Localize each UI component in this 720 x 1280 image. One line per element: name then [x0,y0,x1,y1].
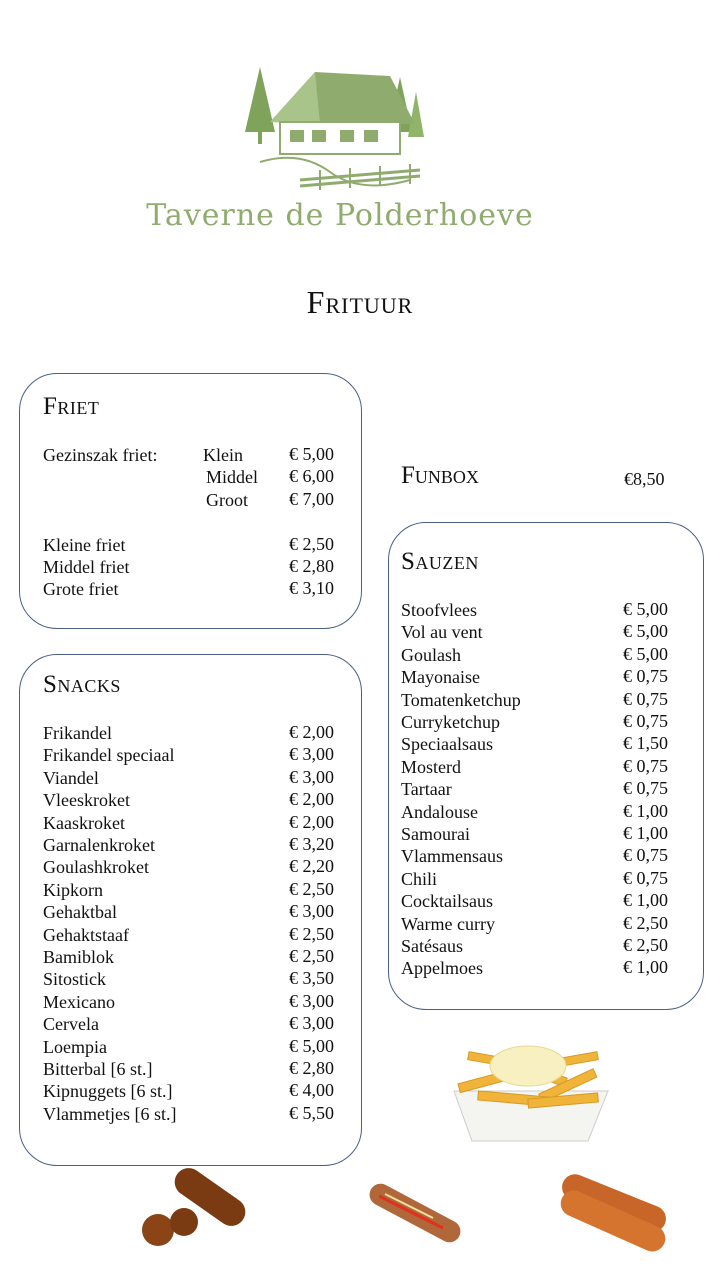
snack-item-name: Vleeskroket [43,790,130,811]
snack-item-name: Frikandel [43,723,112,743]
frikandel-image [365,1178,465,1250]
friet-item-price: € 2,50 [289,534,334,554]
kroket-image [140,1168,250,1248]
saus-item-price: € 0,75 [623,755,668,776]
snacks-title: Snacks [43,671,121,698]
friet-item-price: € 2,80 [289,556,334,577]
snack-item-name: Vlammetjes [6 st.] [43,1103,177,1124]
snack-item-name: Bamiblok [43,947,114,967]
fries-tray-image [448,1036,613,1146]
saus-item-name: Mosterd [401,756,461,777]
snack-item-name: Frikandel speciaal [43,745,175,766]
funbox-label: Funbox [401,462,479,489]
saus-item-price: € 1,00 [623,800,668,821]
snack-item-name: Cervela [43,1014,99,1035]
friet-title: Friet [43,393,100,420]
farmhouse-logo-icon [240,62,430,192]
snack-item-price: € 2,20 [289,856,334,877]
saus-item-name: Chili [401,868,438,889]
snack-item-price: € 3,20 [289,834,334,854]
saus-item-name: Stoofvlees [401,600,477,620]
snack-item-name: Gehaktstaaf [43,924,129,945]
snack-item-name: Kaaskroket [43,812,125,833]
snack-item-price: € 2,50 [289,878,334,899]
saus-item-price: € 0,75 [623,666,668,687]
snack-item-name: Gehaktbal [43,902,117,923]
saus-item-name: Tartaar [401,779,452,800]
snack-item-price: € 2,50 [289,923,334,944]
size-price: € 7,00 [289,489,334,509]
gezinszak-label: Gezinszak friet: [43,445,158,465]
saus-item-name: Samourai [401,824,470,844]
snack-item-name: Mexicano [43,991,115,1012]
saus-item-name: Vol au vent [401,622,483,643]
saus-item-name: Warme curry [401,913,495,934]
saus-item-name: Curryketchup [401,712,500,732]
friet-item-price: € 3,10 [289,578,334,599]
saus-item-price: € 1,50 [623,733,668,754]
snack-item-name: Sitostick [43,969,107,990]
snack-item-name: Kipnuggets [6 st.] [43,1081,173,1102]
size-price: € 5,00 [289,444,334,464]
snack-item-price: € 3,50 [289,968,334,989]
size-label: Groot [206,490,248,510]
saus-item-price: € 1,00 [623,890,668,911]
saus-item-price: € 0,75 [623,778,668,799]
snack-item-price: € 2,00 [289,722,334,742]
snack-item-name: Loempia [43,1036,107,1057]
snack-item-price: € 2,80 [289,1058,334,1078]
saus-item-name: Mayonaise [401,667,480,688]
snack-item-name: Goulashkroket [43,857,149,878]
saus-item-name: Speciaalsaus [401,734,493,755]
snack-item-price: € 3,00 [289,990,334,1011]
friet-item-name: Kleine friet [43,535,126,555]
snack-item-price: € 5,00 [289,1035,334,1056]
snack-item-price: € 2,50 [289,946,334,966]
size-label: Klein [203,445,243,465]
saus-item-price: € 2,50 [623,935,668,955]
saus-item-price: € 0,75 [623,711,668,731]
snack-item-price: € 5,50 [289,1102,334,1123]
snack-item-price: € 3,00 [289,1013,334,1034]
saus-item-name: Cocktailsaus [401,891,493,912]
saus-item-name: Satésaus [401,936,463,956]
snack-item-price: € 3,00 [289,766,334,787]
funbox-price: €8,50 [624,469,665,489]
saus-item-name: Vlammensaus [401,846,503,867]
snack-item-price: € 2,00 [289,789,334,810]
saus-item-price: € 5,00 [623,599,668,619]
size-price: € 6,00 [289,466,334,486]
brand-name: Taverne de Polderhoeve [146,198,534,233]
snack-item-name: Bitterbal [6 st.] [43,1059,153,1079]
snack-item-price: € 3,00 [289,901,334,922]
saus-item-name: Tomatenketchup [401,689,521,710]
friet-item-name: Middel friet [43,557,130,578]
friet-item-name: Grote friet [43,579,119,600]
saus-item-price: € 5,00 [623,643,668,664]
saus-item-price: € 0,75 [623,845,668,866]
snack-item-price: € 3,00 [289,744,334,765]
saus-item-price: € 0,75 [623,688,668,709]
saus-item-price: € 5,00 [623,621,668,642]
saus-item-price: € 1,00 [623,823,668,843]
vlammetjes-image [555,1170,673,1260]
size-label: Middel [206,467,258,487]
saus-item-price: € 0,75 [623,867,668,888]
page-title: Frituur [306,284,414,320]
saus-item-name: Appelmoes [401,958,483,979]
snack-item-name: Viandel [43,767,99,788]
saus-item-name: Goulash [401,644,461,665]
snack-item-name: Garnalenkroket [43,835,155,855]
snack-item-price: € 2,00 [289,811,334,832]
saus-item-price: € 2,50 [623,912,668,933]
sauzen-title: Sauzen [401,548,479,575]
saus-item-price: € 1,00 [623,957,668,978]
snack-item-price: € 4,00 [289,1080,334,1101]
snack-item-name: Kipkorn [43,879,103,900]
saus-item-name: Andalouse [401,801,478,822]
